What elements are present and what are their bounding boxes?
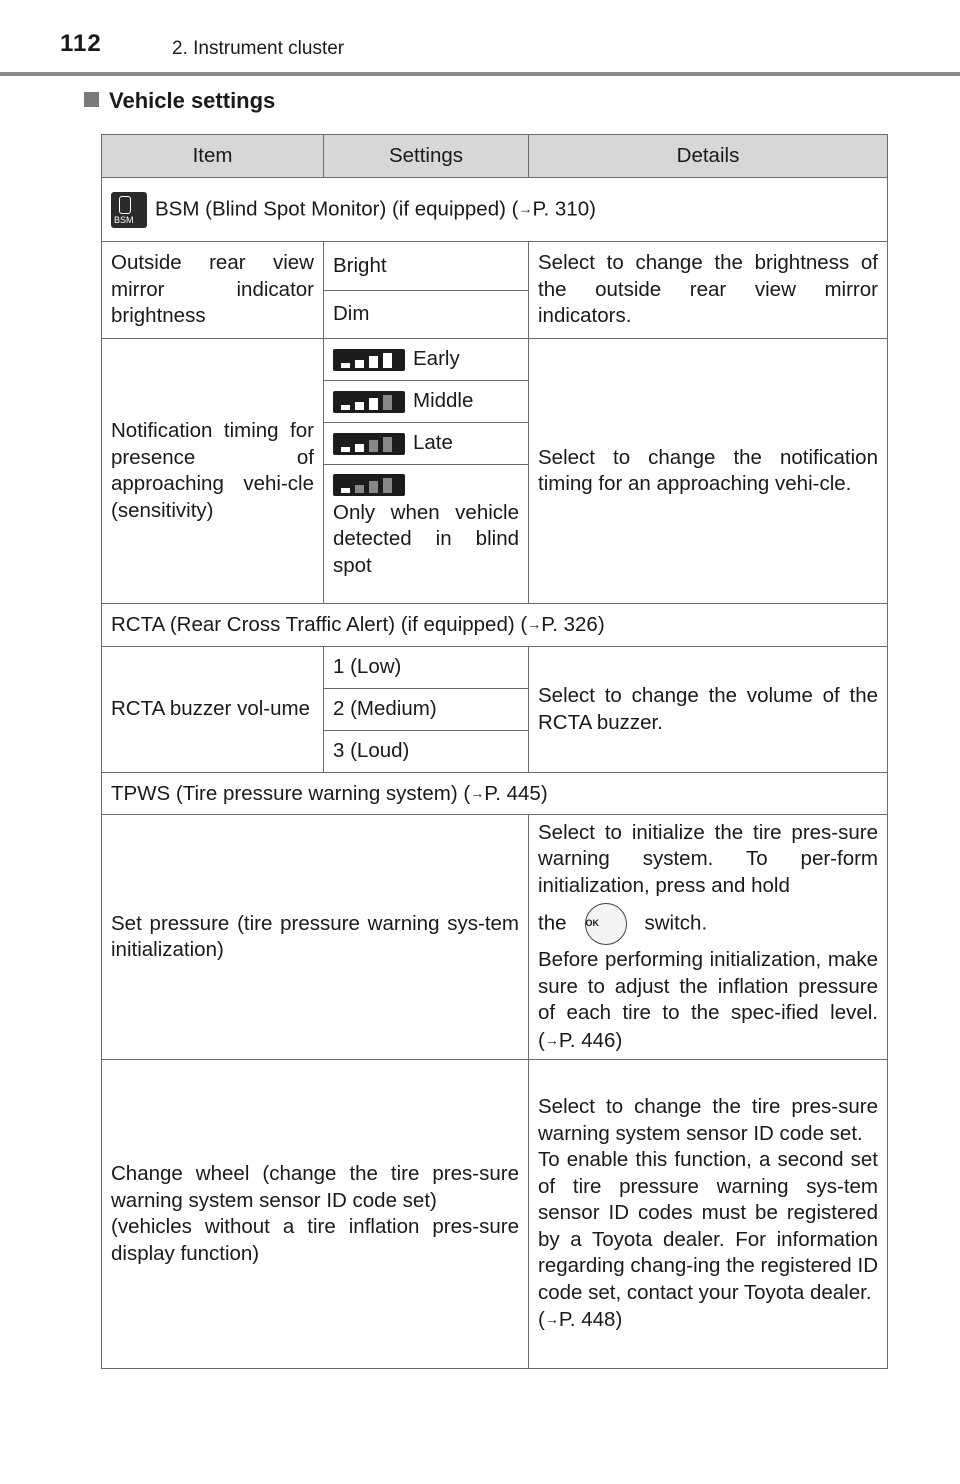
tpws-group-cell — [102, 773, 888, 815]
sensitivity-early-icon — [333, 349, 405, 371]
chapter-title: 2. Instrument cluster — [172, 38, 345, 59]
header-details: Details — [529, 135, 888, 178]
bsm-ref: P. 310) — [532, 196, 596, 220]
header-settings: Settings — [324, 135, 529, 178]
arrow-right-icon: → — [470, 784, 485, 801]
set-pressure-details-cell: Select to initialize the tire pres-sure warning system. To per-form initialization, press and hold the OK switch. Before performing initialization, make sure to adjust the inflation pressure of each tire to the spec-ified level. (→P. 446) — [529, 815, 888, 1060]
setting-only-when-detected: Only when vehicle detected in blind spot — [324, 465, 529, 604]
setting-bright: Bright — [324, 242, 529, 291]
arrow-right-icon: → — [544, 1031, 559, 1048]
rcta-item-cell: RCTA buzzer vol-ume — [102, 647, 324, 773]
arrow-right-icon: → — [518, 199, 533, 216]
table-row — [102, 242, 888, 291]
bsm-group-row — [102, 178, 888, 242]
timing-item-cell: Notification timing for presence of approaching vehi-cle (sensitivity) — [102, 339, 324, 604]
table-row — [102, 339, 888, 381]
section-title: Vehicle settings — [109, 88, 276, 113]
sensitivity-middle-icon — [333, 391, 405, 413]
tpws-ref: P. 445) — [484, 781, 548, 805]
bsm-group-cell — [102, 178, 888, 242]
tpws-group-row — [102, 773, 888, 815]
header-item: Item — [102, 135, 324, 178]
rcta-group-row — [102, 604, 888, 647]
mirror-item-cell: Outside rear view mirror indicator brightness — [102, 242, 324, 339]
car-outline-icon — [119, 196, 131, 214]
bsm-title: BSM (Blind Spot Monitor) (if equipped) ( — [155, 196, 519, 220]
mirror-details-cell: Select to change the brightness of the outside rear view mirror indicators. — [529, 242, 888, 339]
set-pressure-item-cell: Set pressure (tire pressure warning sys-tem initialization) — [102, 815, 529, 1060]
setting-dim: Dim — [324, 291, 529, 339]
table-row — [102, 815, 888, 1060]
vehicle-settings-table — [101, 134, 888, 1369]
setting-loud: 3 (Loud) — [324, 731, 529, 773]
setting-low: 1 (Low) — [324, 647, 529, 689]
square-bullet-icon — [84, 92, 99, 107]
arrow-right-icon: → — [527, 616, 542, 633]
sensitivity-off-icon — [333, 474, 405, 496]
setting-middle: Middle — [324, 381, 529, 423]
arrow-right-icon: → — [544, 1311, 559, 1328]
header-rule — [0, 72, 960, 76]
setting-medium: 2 (Medium) — [324, 689, 529, 731]
setting-late: Late — [324, 423, 529, 465]
timing-details-cell: Select to change the notification timing for an approaching vehi-cle. — [529, 339, 888, 604]
change-wheel-item-cell: Change wheel (change the tire pres-sure warning system sensor ID code set) (vehicles without a tire inflation pres-sure display function) — [102, 1060, 529, 1369]
page-number: 112 — [60, 30, 102, 57]
table-row — [102, 1060, 888, 1369]
bsm-icon: BSM — [111, 192, 147, 228]
tpws-title: TPWS (Tire pressure warning system) ( — [111, 781, 471, 805]
rcta-title: RCTA (Rear Cross Traffic Alert) (if equipped) ( — [111, 613, 528, 637]
sensitivity-late-icon — [333, 433, 405, 455]
table-row — [102, 647, 888, 689]
setting-early: Early — [324, 339, 529, 381]
section-heading — [84, 88, 275, 114]
rcta-details-cell: Select to change the volume of the RCTA buzzer. — [529, 647, 888, 773]
rcta-group-cell — [102, 604, 888, 647]
change-wheel-details-cell: Select to change the tire pres-sure warning system sensor ID code set. To enable this function, a second set of tire pressure warning sys-tem sensor ID codes must be registered by a Toyota dealer. For information regarding chang-ing the registered ID code set, contact your Toyota dealer. (→P. 448) — [529, 1060, 888, 1369]
table-header-row — [102, 135, 888, 178]
ok-switch-icon: OK — [585, 903, 627, 945]
rcta-ref: P. 326) — [541, 613, 605, 637]
